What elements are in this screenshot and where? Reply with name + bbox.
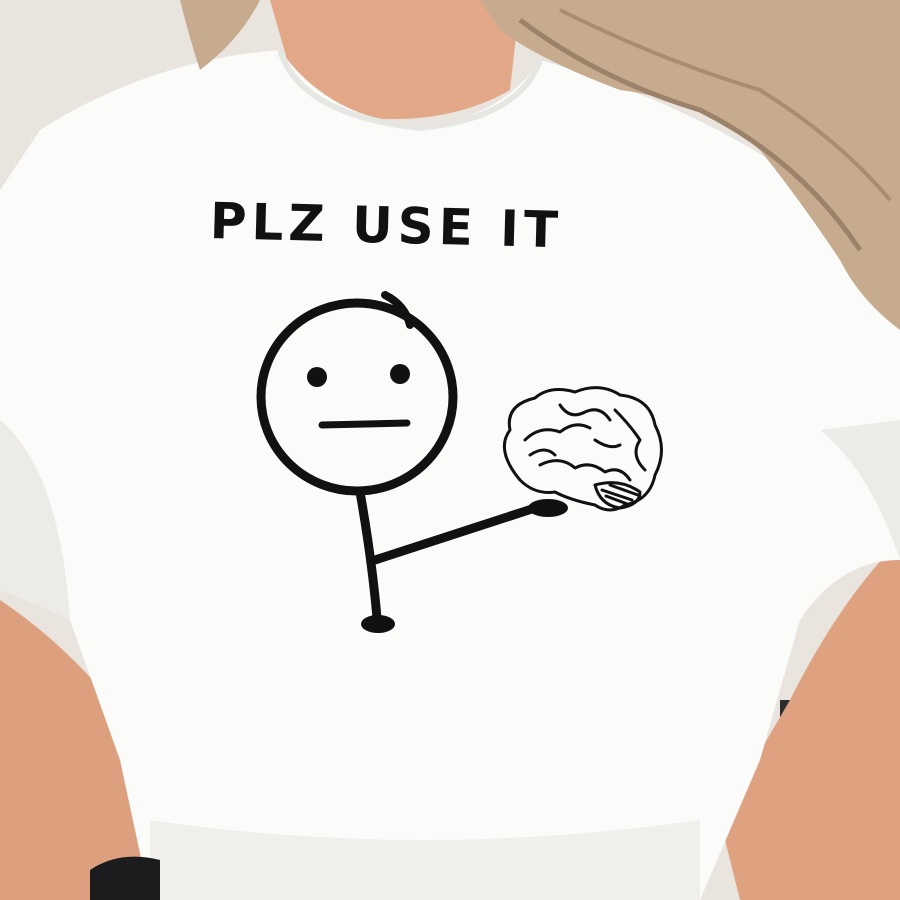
- stick-figure-hand: [528, 499, 568, 517]
- stick-figure-left-eye: [307, 367, 327, 387]
- stick-figure-right-eye: [390, 364, 410, 384]
- stick-figure-foot: [361, 615, 395, 633]
- shirt-print-text: PLZ USE IT: [209, 192, 564, 260]
- stick-figure-mouth: [322, 423, 407, 425]
